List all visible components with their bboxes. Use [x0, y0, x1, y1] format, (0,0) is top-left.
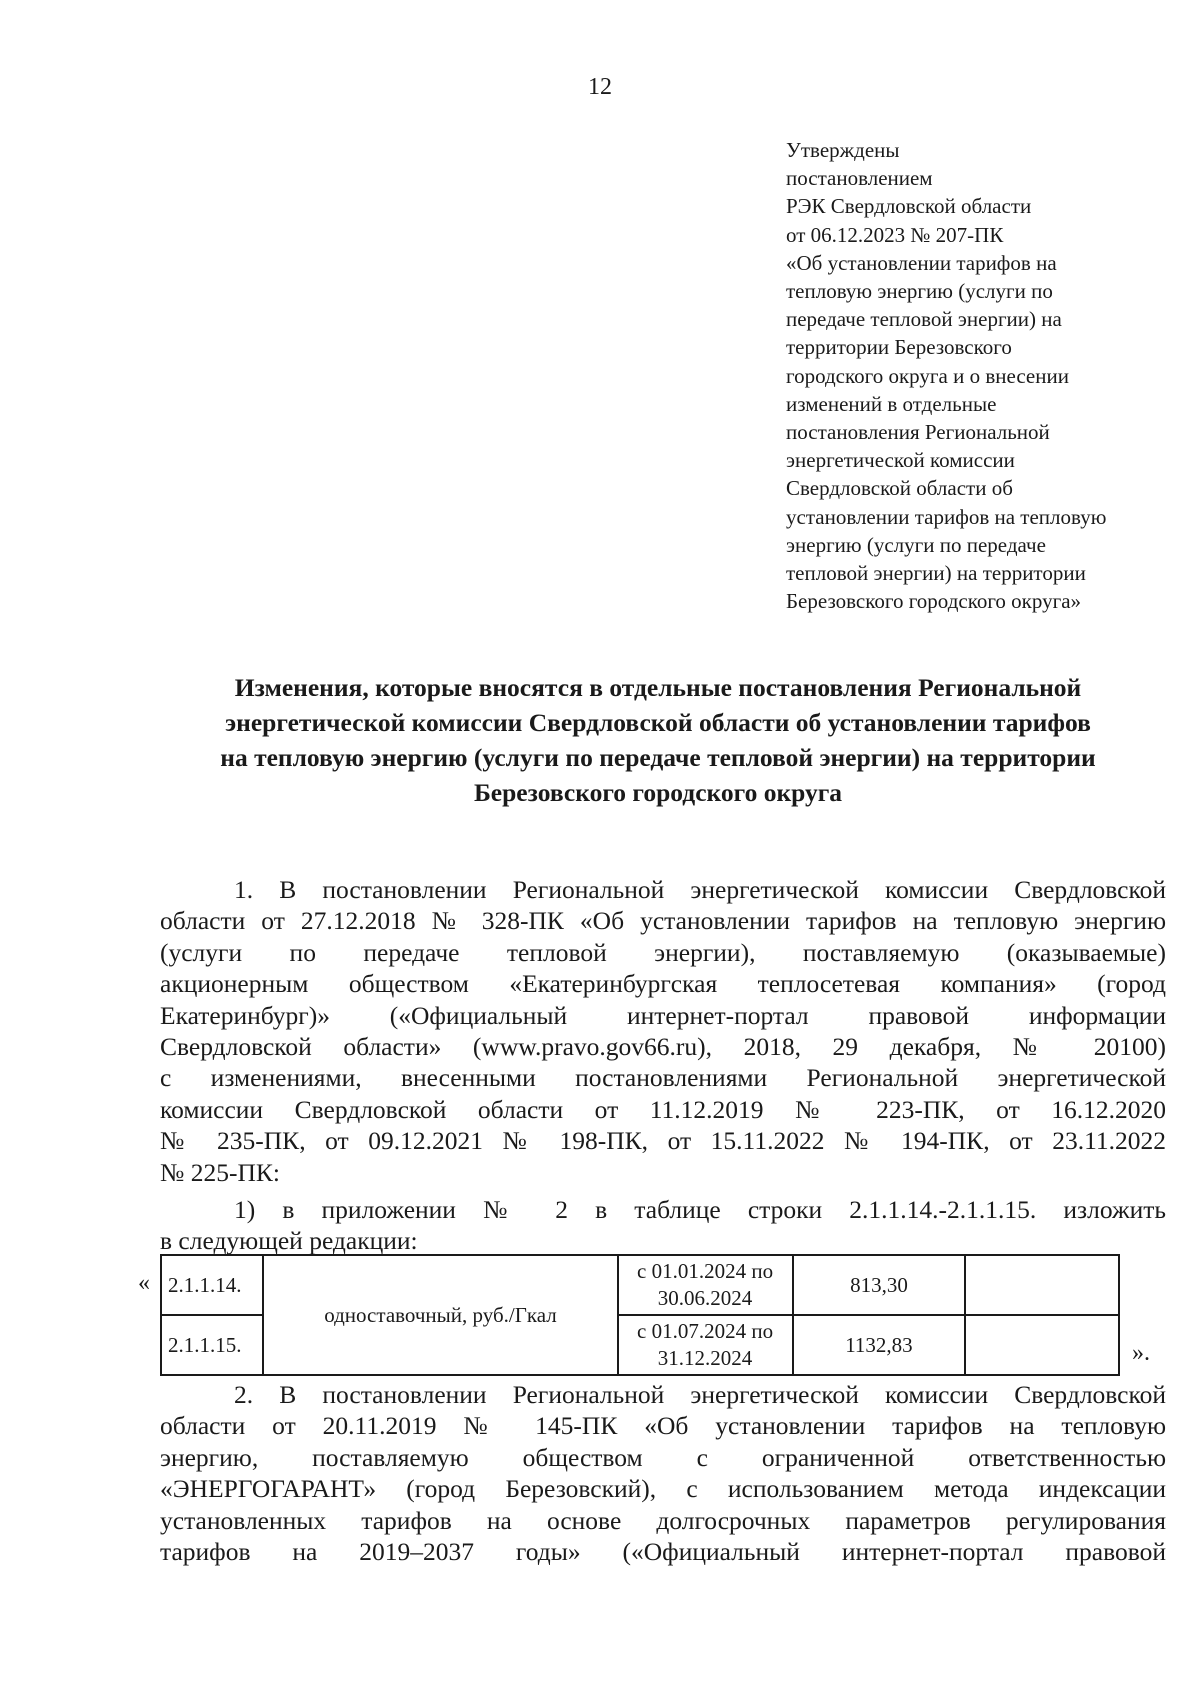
item-line: 1) в приложении № 2 в таблице строки 2.1.1.14.-2.1.1.15. изложить — [234, 1195, 1166, 1224]
approval-line: постановлением — [786, 166, 933, 191]
document-heading — [150, 670, 1166, 810]
approval-line: от 06.12.2023 № 207-ПК — [786, 222, 1004, 247]
row-code: 2.1.1.15. — [161, 1315, 263, 1375]
closing-quote: ». — [1132, 1340, 1150, 1366]
approval-line: энергию (услуги по передаче — [786, 532, 1046, 557]
approval-line: городского округа и о внесении — [786, 363, 1069, 388]
item-line: в следующей редакции: — [160, 1226, 418, 1256]
approval-line: территории Березовского — [786, 335, 1012, 360]
empty-cell — [965, 1255, 1119, 1315]
empty-cell — [965, 1315, 1119, 1375]
paragraph-line: тарифов на 2019–2037 годы» («Официальный интернет-портал правовой — [160, 1537, 1166, 1567]
item-1 — [160, 1194, 1166, 1257]
paragraph-line: (услуги по передаче тепловой энергии), поставляемую (оказываемые) — [160, 937, 1166, 967]
paragraph-line: установленных тарифов на основе долгосрочных параметров регулирования — [160, 1505, 1166, 1535]
period-end: 31.12.2024 — [657, 1346, 753, 1370]
approval-line: передаче тепловой энергии) на — [786, 307, 1062, 332]
paragraph-line: области от 20.11.2019 № 145-ПК «Об установлении тарифов на тепловую — [160, 1411, 1166, 1441]
paragraph-line: 1. В постановлении Региональной энергетической комиссии Свердловской — [234, 875, 1166, 904]
opening-quote: « — [138, 1270, 150, 1296]
approval-line: постановления Региональной — [786, 420, 1050, 445]
approval-line: Свердловской области об — [786, 476, 1013, 501]
heading-line: Березовского городского округа — [473, 778, 843, 807]
paragraph-line: области от 27.12.2018 № 328-ПК «Об установлении тарифов на тепловую энергию — [160, 906, 1166, 936]
approval-block — [786, 136, 1176, 615]
period-start: с 01.07.2024 по — [637, 1319, 774, 1343]
paragraph-line: № 235-ПК, от 09.12.2021 № 198-ПК, от 15.11.2022 № 194-ПК, от 23.11.2022 — [160, 1126, 1166, 1156]
row-period — [618, 1315, 793, 1375]
paragraph-line: № 225-ПК: — [160, 1157, 280, 1187]
period-end: 30.06.2024 — [657, 1286, 753, 1310]
paragraph-line: комиссии Свердловской области от 11.12.2019 № 223-ПК, от 16.12.2020 — [160, 1094, 1166, 1124]
tariff-table — [160, 1254, 1120, 1376]
approval-line: РЭК Свердловской области — [786, 194, 1032, 219]
row-value: 1132,83 — [793, 1315, 966, 1375]
paragraph-line: акционерным обществом «Екатеринбургская теплосетевая компания» (город — [160, 969, 1166, 999]
approval-line: тепловую энергию (услуги по — [786, 279, 1053, 304]
paragraph-line: «ЭНЕРГОГАРАНТ» (город Березовский), с использованием метода индексации — [160, 1474, 1166, 1504]
tariff-kind: одноставочный, руб./Гкал — [263, 1255, 617, 1375]
approval-line: Утверждены — [786, 138, 900, 162]
approval-line: «Об установлении тарифов на — [786, 250, 1057, 275]
row-period — [618, 1255, 793, 1315]
paragraph-line: Свердловской области» (www.pravo.gov66.ru), 2018, 29 декабря, № 20100) — [160, 1032, 1166, 1062]
approval-line: изменений в отдельные — [786, 391, 997, 416]
page-number: 12 — [588, 74, 612, 100]
approval-line: установлении тарифов на тепловую — [786, 504, 1107, 529]
paragraph-2 — [160, 1379, 1166, 1567]
approval-line: энергетической комиссии — [786, 448, 1015, 473]
heading-line: Изменения, которые вносятся в отдельные постановления Региональной — [234, 673, 1082, 702]
row-value: 813,30 — [793, 1255, 966, 1315]
approval-line: тепловой энергии) на территории — [786, 561, 1086, 586]
table-row — [161, 1255, 1119, 1315]
heading-line: на тепловую энергию (услуги по передаче тепловой энергии) на территории — [220, 743, 1096, 772]
paragraph-1 — [160, 874, 1166, 1188]
period-start: с 01.01.2024 по — [637, 1259, 774, 1283]
row-code: 2.1.1.14. — [161, 1255, 263, 1315]
paragraph-line: энергию, поставляемую обществом с ограниченной ответственностью — [160, 1442, 1166, 1472]
heading-line: энергетической комиссии Свердловской области об установлении тарифов — [225, 708, 1091, 737]
paragraph-line: с изменениями, внесенными постановлениями Региональной энергетической — [160, 1063, 1166, 1093]
paragraph-line: Екатеринбург)» («Официальный интернет-портал правовой информации — [160, 1000, 1166, 1030]
approval-line: Березовского городского округа» — [786, 589, 1082, 614]
paragraph-line: 2. В постановлении Региональной энергетической комиссии Свердловской — [234, 1380, 1166, 1409]
